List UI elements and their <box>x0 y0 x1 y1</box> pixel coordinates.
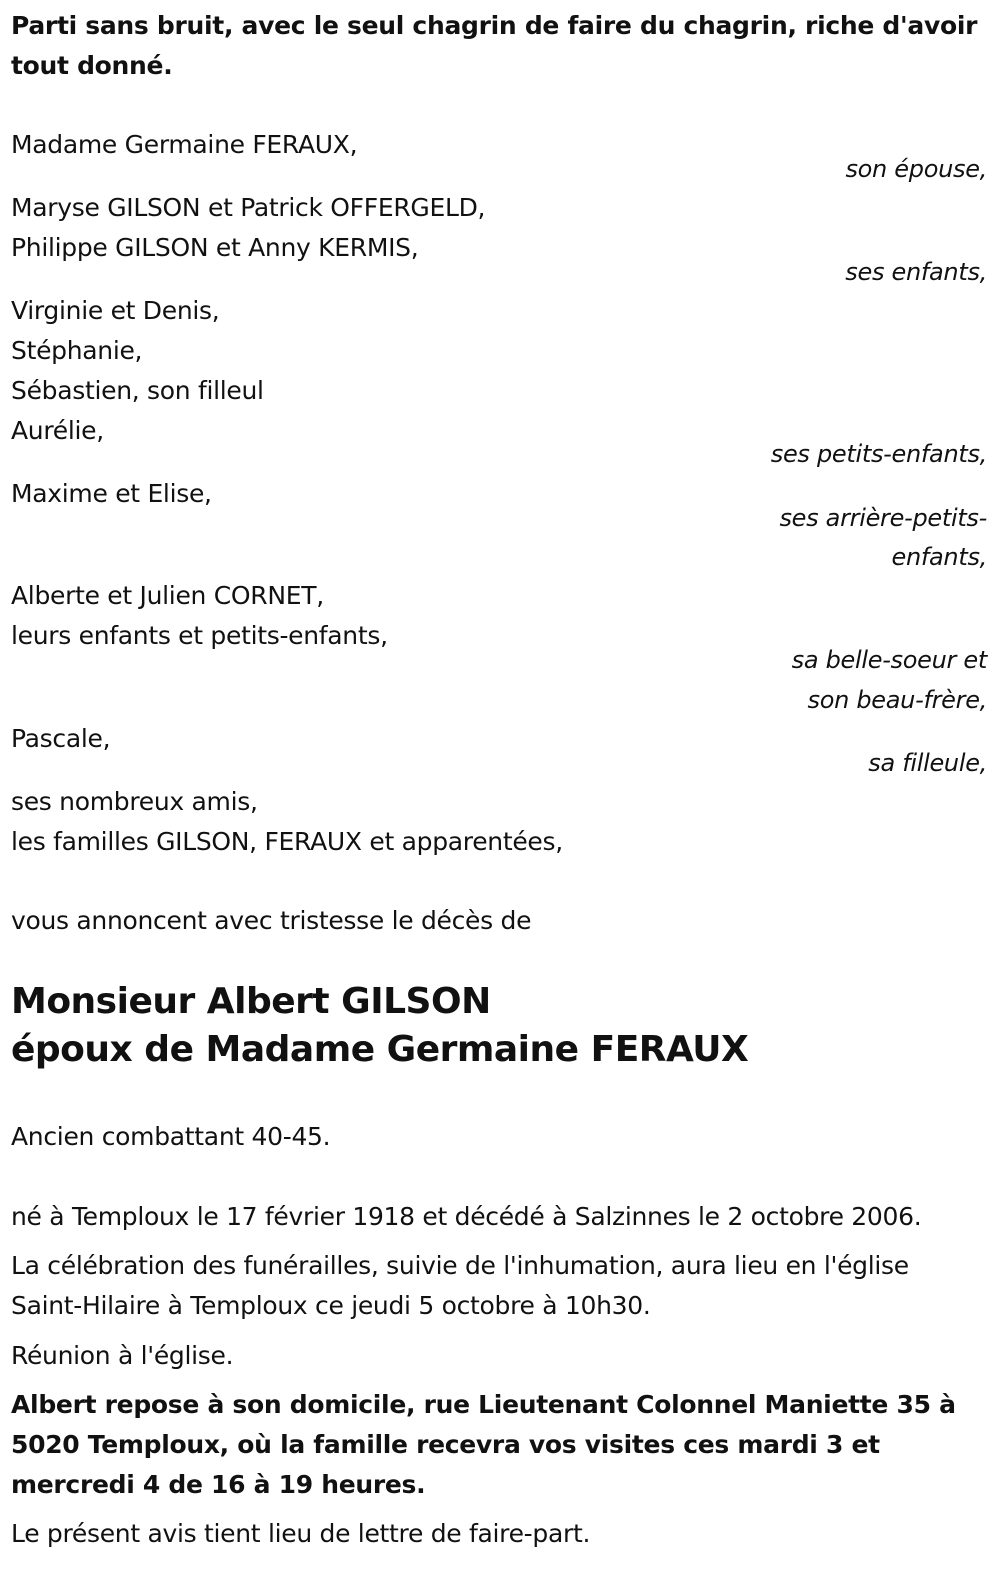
grandchild-name-4: Aurélie, <box>11 416 104 445</box>
children-role: ses enfants, <box>845 258 987 286</box>
great-grandchildren-role-line-2: enfants, <box>891 543 987 571</box>
veteran-note: Ancien combattant 40-45. <box>11 1122 331 1151</box>
in-laws-role-line-1: sa belle-soeur et <box>791 646 987 674</box>
visit-line-1: Albert repose à son domicile, rue Lieutenant Colonnel Maniette 35 à <box>11 1390 956 1419</box>
spouse-role: son épouse, <box>845 155 987 183</box>
child-name-1: Maryse GILSON et Patrick OFFERGELD, <box>11 193 486 222</box>
child-name-2: Philippe GILSON et Anny KERMIS, <box>11 233 419 262</box>
epigraph-line-1: Parti sans bruit, avec le seul chagrin de faire du chagrin, riche d'avoir <box>11 11 978 40</box>
deceased-name: Monsieur Albert GILSON <box>11 981 491 1022</box>
spouse-name: Madame Germaine FERAUX, <box>11 130 358 159</box>
great-grandchildren-role-line-1: ses arrière-petits- <box>779 504 987 532</box>
goddaughter-role: sa filleule, <box>868 749 987 777</box>
friends-line: ses nombreux amis, <box>11 787 258 816</box>
goddaughter-name: Pascale, <box>11 724 111 753</box>
deceased-spouse-line: époux de Madame Germaine FERAUX <box>11 1029 749 1070</box>
funeral-line-2: Saint-Hilaire à Temploux ce jeudi 5 octobre à 10h30. <box>11 1291 651 1320</box>
announcement-text: vous annoncent avec tristesse le décès de <box>11 906 532 935</box>
funeral-line-1: La célébration des funérailles, suivie de l'inhumation, aura lieu en l'église <box>11 1251 909 1280</box>
grandchild-name-2: Stéphanie, <box>11 336 143 365</box>
grandchild-name-1: Virginie et Denis, <box>11 296 220 325</box>
grandchildren-role: ses petits-enfants, <box>770 440 987 468</box>
grandchild-name-3: Sébastien, son filleul <box>11 376 264 405</box>
in-law-name-1: Alberte et Julien CORNET, <box>11 581 324 610</box>
meeting-note: Réunion à l'église. <box>11 1341 234 1370</box>
families-line: les familles GILSON, FERAUX et apparentées, <box>11 827 563 856</box>
birth-death-line: né à Temploux le 17 février 1918 et décédé à Salzinnes le 2 octobre 2006. <box>11 1202 922 1231</box>
in-laws-role-line-2: son beau-frère, <box>807 686 987 714</box>
in-law-name-2: leurs enfants et petits-enfants, <box>11 621 388 650</box>
closing-note: Le présent avis tient lieu de lettre de faire-part. <box>11 1519 591 1548</box>
epigraph-line-2: tout donné. <box>11 51 173 80</box>
great-grandchild-names: Maxime et Elise, <box>11 479 212 508</box>
visit-line-3: mercredi 4 de 16 à 19 heures. <box>11 1470 426 1499</box>
visit-line-2: 5020 Temploux, où la famille recevra vos visites ces mardi 3 et <box>11 1430 880 1459</box>
